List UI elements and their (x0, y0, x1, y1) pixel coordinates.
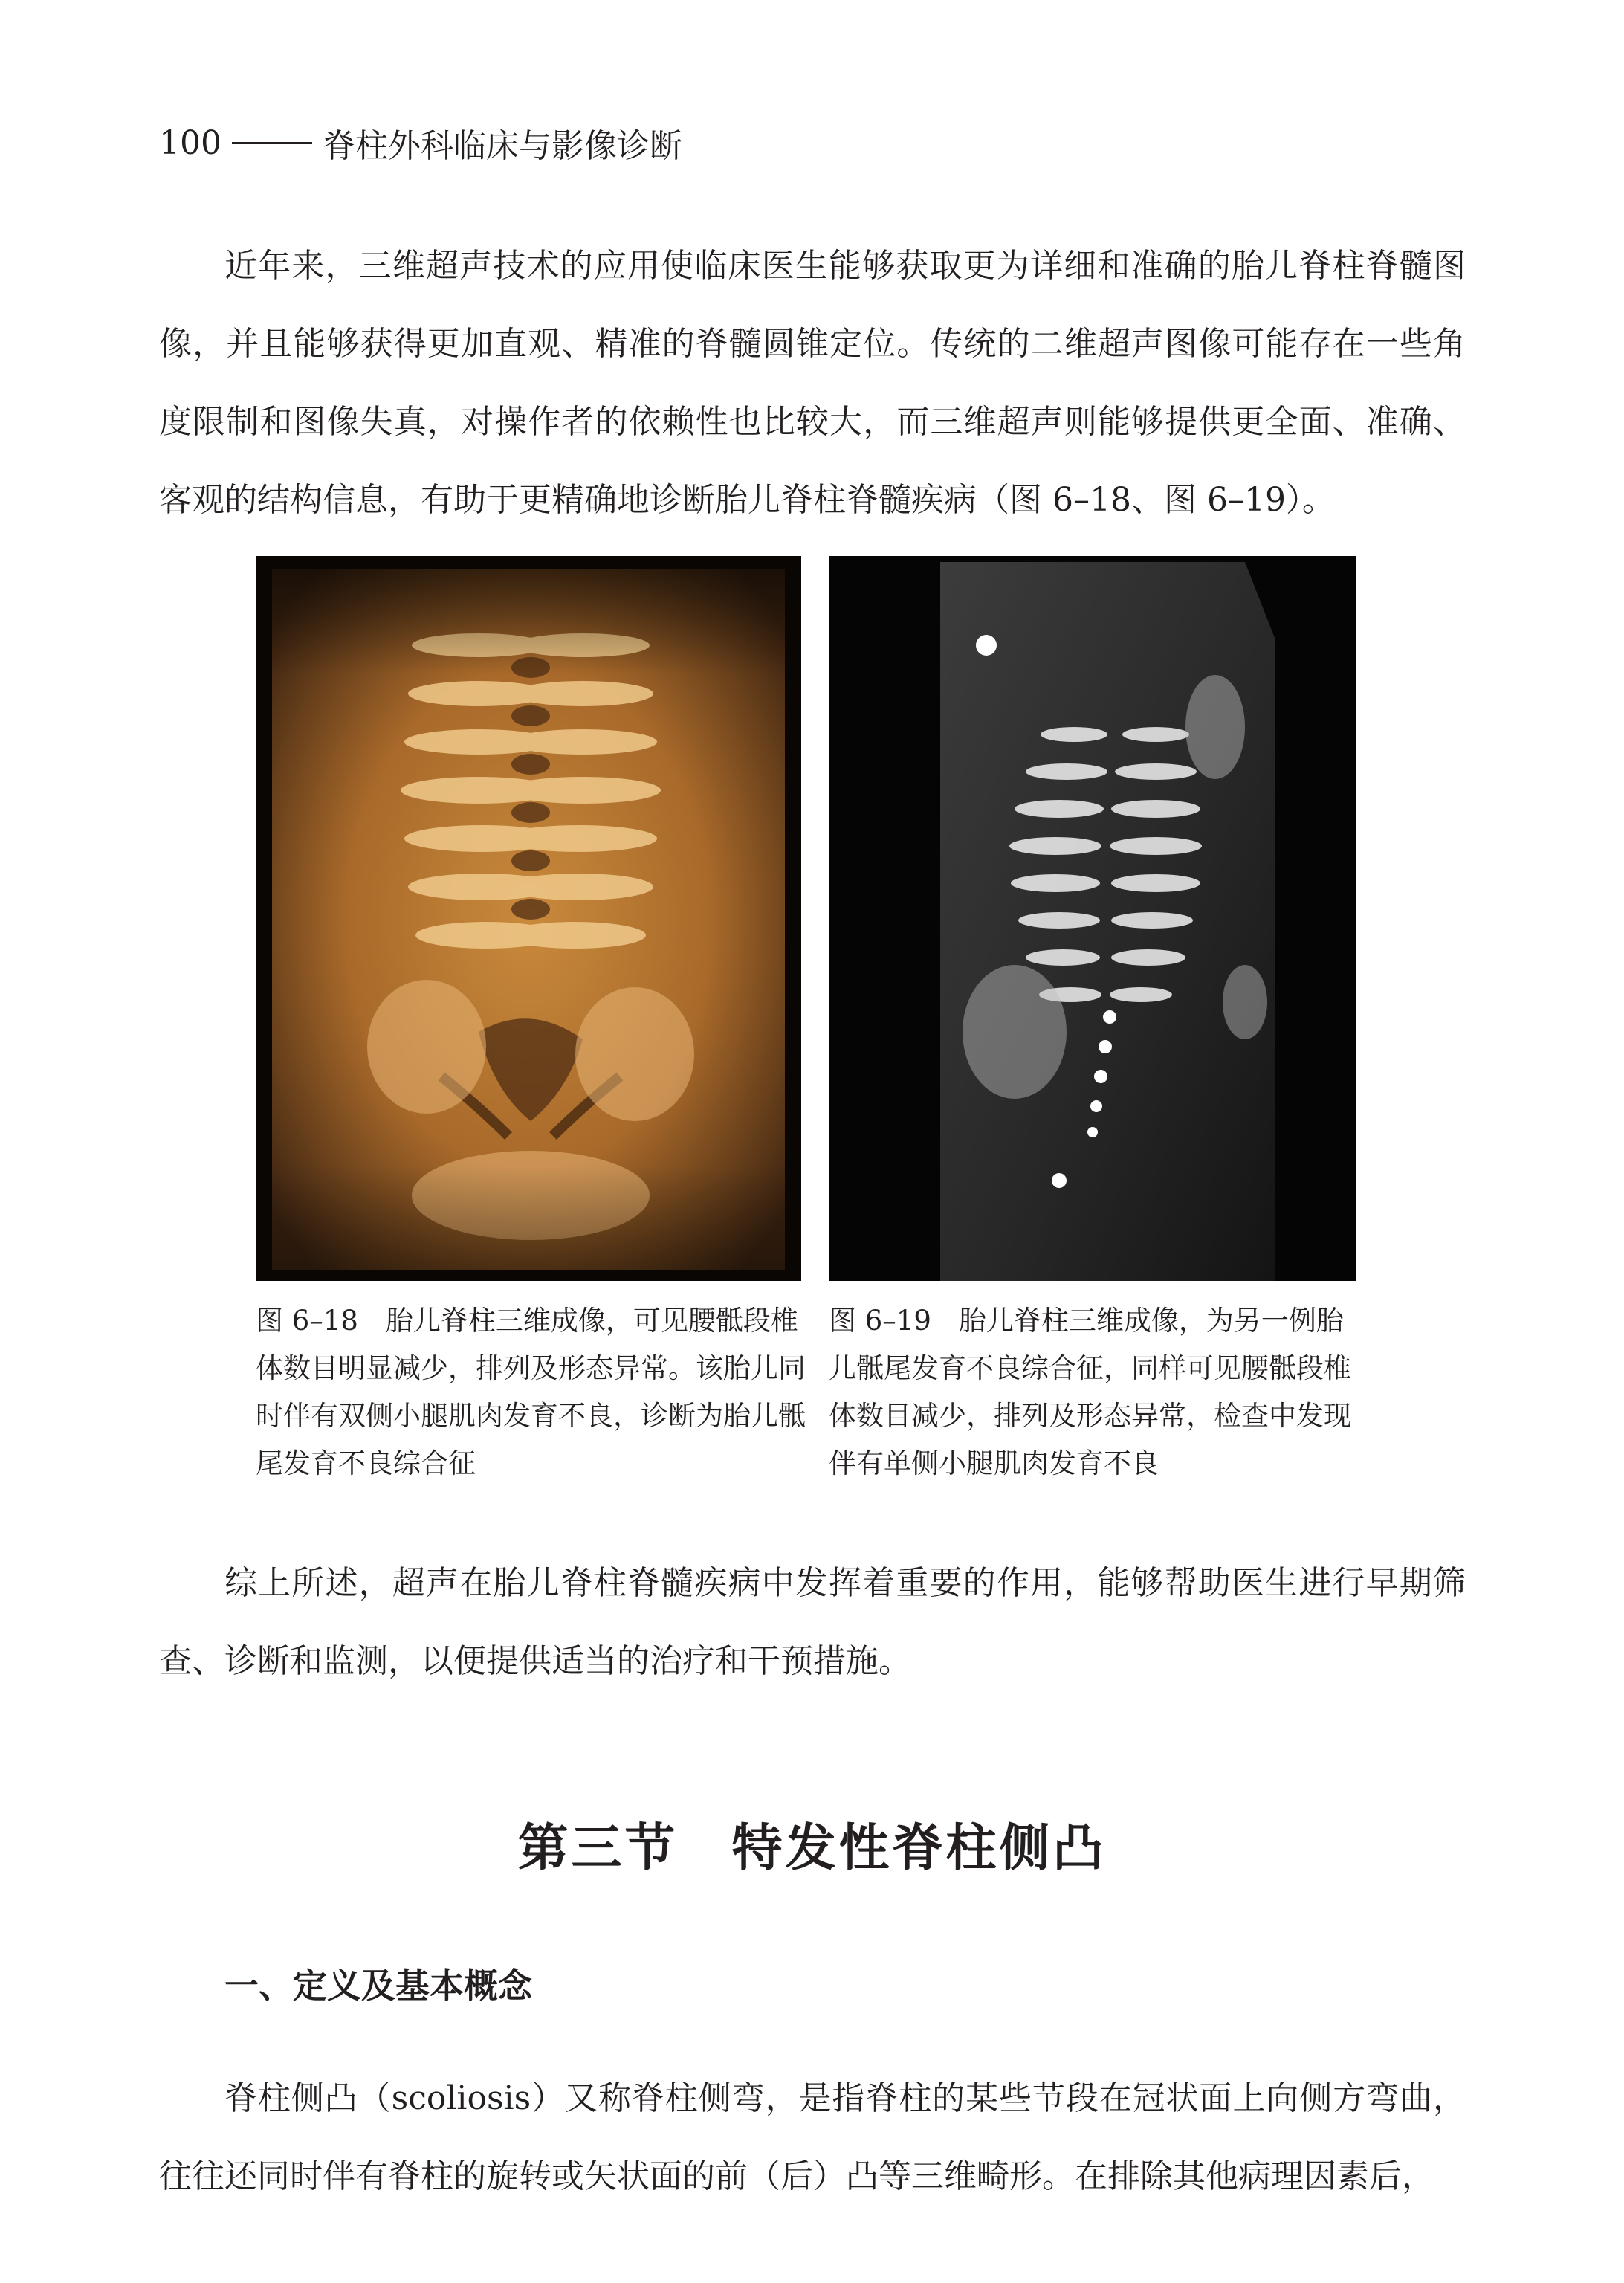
page-number: 100 (159, 123, 221, 162)
figure-6-18-caption: 图 6–18 胎儿脊柱三维成像，可见腰骶段椎体数目明显减少，排列及形态异常。该胎儿同时伴有双侧小腿肌肉发育不良，诊断为胎儿骶尾发育不良综合征 (256, 1305, 806, 1479)
figure-6-19-caption: 图 6–19 胎儿脊柱三维成像，为另一例胎儿骶尾发育不良综合征，同样可见腰骶段椎体数目减少，排列及形态异常，检查中发现伴有单侧小腿肌肉发育不良 (829, 1305, 1351, 1479)
figure-6-18-image (256, 556, 801, 1281)
figure-6-19-image (829, 556, 1356, 1281)
summary-paragraph: 综上所述，超声在胎儿脊柱脊髓疾病中发挥着重要的作用，能够帮助医生进行早期筛查、诊断和监测，以便提供适当的治疗和干预措施。 (159, 1564, 1466, 1680)
book-title: 脊柱外科临床与影像诊断 (322, 127, 682, 165)
spine-3d-render-warm (256, 556, 801, 1281)
spine-3d-render-gray (829, 556, 1356, 1281)
definition-paragraph: 脊柱侧凸（scoliosis）又称脊柱侧弯，是指脊柱的某些节段在冠状面上向侧方弯曲，往往还同时伴有脊柱的旋转或矢状面的前（后）凸等三维畸形。在排除其他病理因素后， (159, 2079, 1466, 2195)
header-rule (232, 142, 312, 144)
subheading: 一、定义及基本概念 (224, 1966, 532, 2006)
intro-paragraph: 近年来，三维超声技术的应用使临床医生能够获取更为详细和准确的胎儿脊柱脊髓图像，并且能够获得更加直观、精准的脊髓圆锥定位。传统的二维超声图像可能存在一些角度限制和图像失真，对操作者的依赖性也比较大，而三维超声则能够提供更全面、准确、客观的结构信息，有助于更精确地诊断胎儿脊柱脊髓疾病（图 6–18、图 6–19）。 (159, 247, 1466, 519)
page-header (159, 119, 682, 167)
section-title: 第三节 特发性脊柱侧凸 (517, 1818, 1107, 1878)
